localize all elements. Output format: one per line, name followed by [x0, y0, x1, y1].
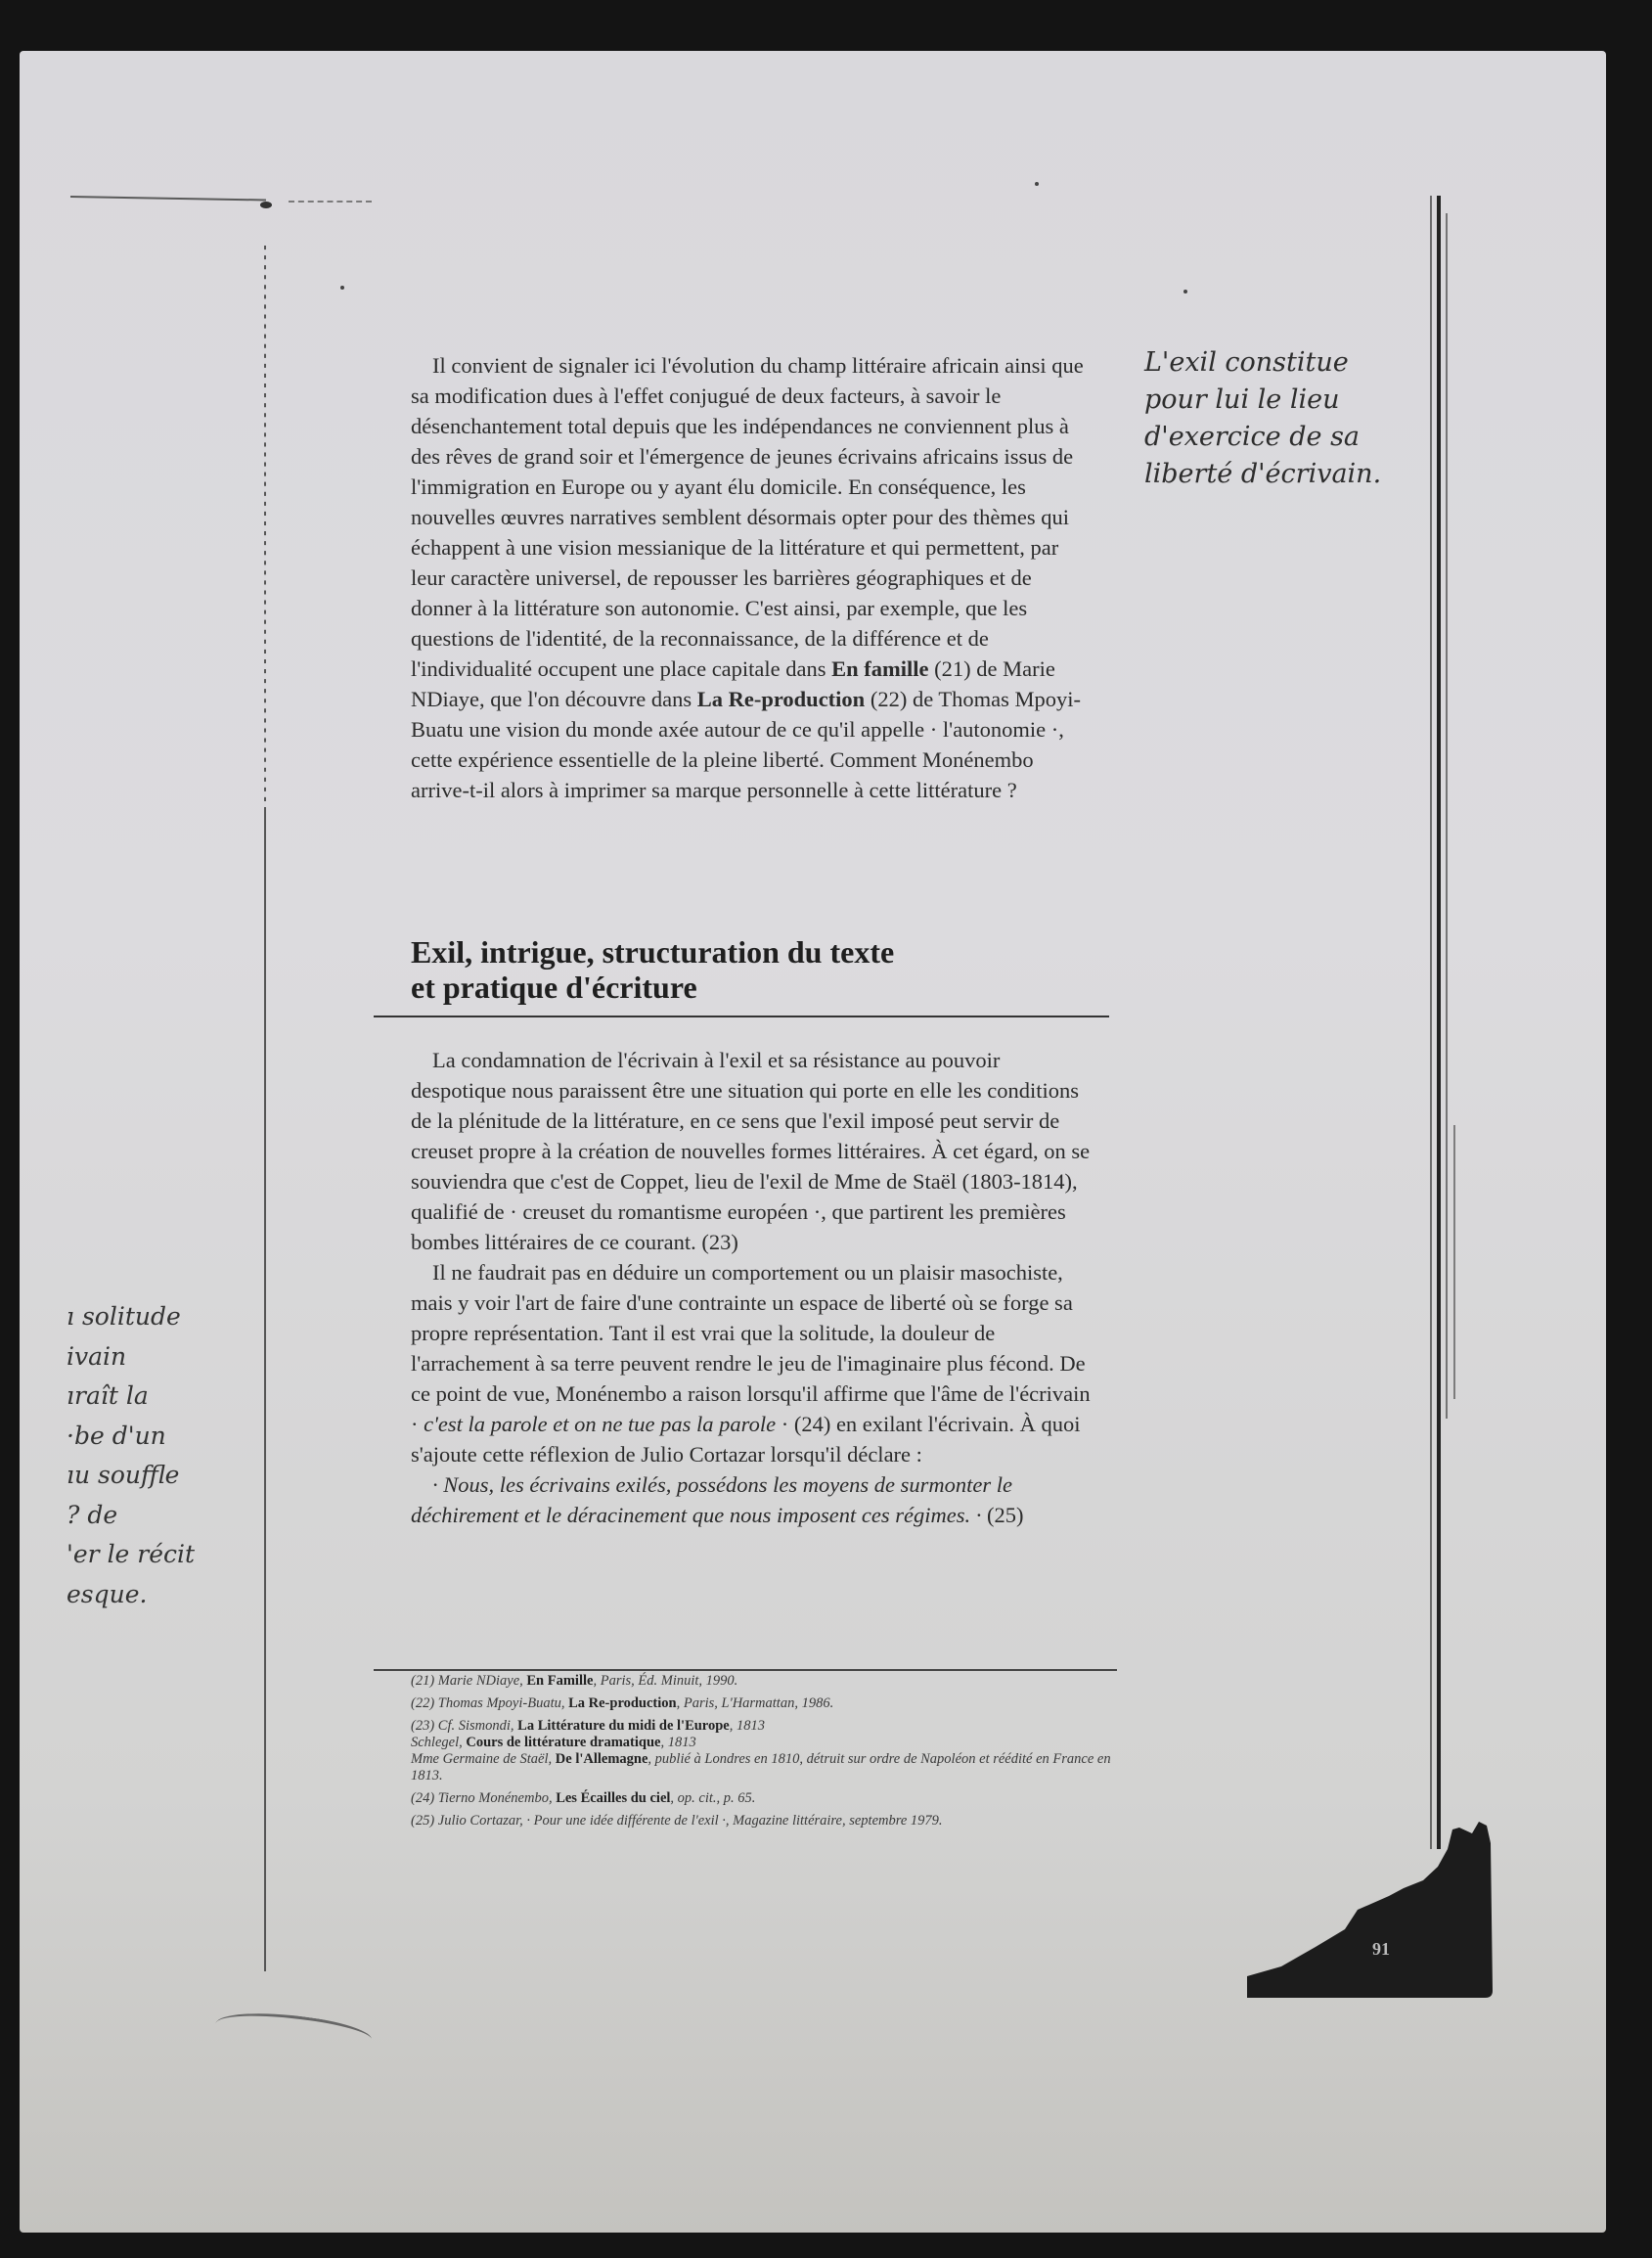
- footnote-23-line: Schlegel, Cours de littérature dramatique, 1813: [411, 1735, 696, 1750]
- paragraph-text: Il convient de signaler ici l'évolution du champ littéraire africain ainsi que sa modification dues à l'effet conjugué de deux facteurs, à savoir le désenchantement total depuis que les indépendances ne conviennent plus à des rêves de grand soir et l'émergence de jeunes écrivains africains issus de l'immigration en Europe ou y ayant élu domicile. En conséquence, les nouvelles œuvres narratives semblent désormais opter pour des thèmes qui échappent à une vision messianique de la littérature et qui permettent, par leur caractère universel, de repousser les barrières géographiques et de donner à la littérature son autonomie. C'est ainsi, par exemple, que les questions de l'identité, de la reconnaissance, de la différence et de l'individualité occupent une place capitale dans: [411, 353, 1084, 681]
- footnote-23-line: (23) Cf. Sismondi, La Littérature du midi de l'Europe, 1813: [411, 1718, 765, 1734]
- pull-quote-left-cropped: [67, 1297, 223, 1614]
- book-title: En famille: [831, 656, 929, 681]
- left-margin-rule-dashes: [264, 240, 266, 807]
- heading-line: Exil, intrigue, structuration du texte: [411, 934, 895, 970]
- pull-quote-line: ı solitude: [67, 1302, 181, 1331]
- inline-quote: c'est la parole et on ne tue pas la parole: [424, 1412, 777, 1436]
- heading-line: et pratique d'écriture: [411, 970, 697, 1005]
- pull-quote-line: ivain: [67, 1341, 127, 1371]
- footnote-separator: [374, 1669, 1117, 1671]
- pull-quote-line: d'exercice de sa: [1144, 422, 1361, 452]
- footnote-25: (25) Julio Cortazar, · Pour une idée différente de l'exil ·, Magazine littéraire, septembre 1979.: [411, 1813, 943, 1829]
- pull-quote-line: L'exil constitue: [1144, 347, 1349, 378]
- paragraph-text: (22) de Thomas Mpoyi-Buatu une vision du monde axée autour de ce qu'il appelle · l'autonomie ·, cette expérience essentielle de la pleine liberté. Comment Monénembo arrive-t-il alors à imprimer sa marque personnelle à cette littérature ?: [411, 687, 1082, 802]
- blockquote-cortazar: [411, 1469, 1095, 1530]
- footnotes: [411, 1673, 1115, 1835]
- print-speck: [1035, 182, 1039, 186]
- pull-quote-line: ·be d'un: [67, 1421, 166, 1450]
- body-column-intro: [411, 350, 1095, 805]
- right-decorative-bars: [1430, 196, 1469, 1849]
- print-speck: [340, 286, 344, 290]
- footnote-24: (24) Tierno Monénembo, Les Écailles du ciel, op. cit., p. 65.: [411, 1790, 756, 1806]
- pull-quote-line: liberté d'écrivain.: [1144, 459, 1382, 489]
- print-speck: [1183, 290, 1187, 294]
- paragraph-masochism: [411, 1257, 1095, 1469]
- paragraph-text: · (24) en exilant l'écrivain. À quoi s'ajoute cette réflexion de Julio Cortazar lorsqu'il déclare :: [411, 1412, 1081, 1467]
- footnote-22: (22) Thomas Mpoyi-Buatu, La Re-production, Paris, L'Harmattan, 1986.: [411, 1695, 834, 1711]
- pull-quote-line: pour lui le lieu: [1144, 384, 1340, 415]
- pull-quote-line: 'er le récit: [67, 1540, 196, 1568]
- pull-quote-line: ? de: [67, 1500, 118, 1529]
- footnote-23: [411, 1718, 1115, 1784]
- pull-quote-right: [1144, 344, 1399, 493]
- body-column-section: [411, 1045, 1095, 1530]
- paragraph-intro: [411, 350, 1095, 805]
- page-corner-ornament: [1242, 1820, 1496, 1998]
- heading-underline: [374, 1016, 1109, 1017]
- section-heading: [411, 934, 1095, 1005]
- pull-quote-line: ıraît la: [67, 1381, 149, 1410]
- pull-quote-line: esque.: [67, 1579, 148, 1608]
- footnote-23-line: Mme Germaine de Staël, De l'Allemagne, publié à Londres en 1810, détruit sur ordre de Napoléon et réédité en France en 1813.: [411, 1751, 1111, 1784]
- paragraph-exile: La condamnation de l'écrivain à l'exil et sa résistance au pouvoir despotique nous paraissent être une situation qui porte en elle les conditions de la plénitude de la littérature, en ce sens que l'exil imposé peut servir de creuset propre à la création de nouvelles formes littéraires. À cet égard, on se souviendra que c'est de Coppet, lieu de l'exil de Mme de Staël (1803-1814), qualifié de · creuset du romantisme européen ·, que partirent les premières bombes littéraires de ce courant. (23): [411, 1048, 1091, 1254]
- footnote-21: (21) Marie NDiaye, En Famille, Paris, Éd. Minuit, 1990.: [411, 1673, 738, 1689]
- paragraph-text: Il ne faudrait pas en déduire un comportement ou un plaisir masochiste, mais y voir l'art de faire d'une contrainte un espace de liberté où se forge sa propre représentation. Tant il est vrai que la solitude, la douleur de l'arrachement à sa terre peuvent rendre le jeu de l'imaginaire plus fécond. De ce point de vue, Monénembo a raison lorsqu'il affirme que l'âme de l'écrivain ·: [411, 1260, 1091, 1436]
- footnote-ref: (25): [981, 1503, 1024, 1527]
- top-dashed-rule: [289, 201, 372, 203]
- book-title: La Re-production: [696, 687, 866, 711]
- page-number: 91: [1372, 1939, 1390, 1959]
- blockquote-text: · Nous, les écrivains exilés, possédons les moyens de surmonter le déchirement et le déracinement que nous imposent ces régimes. ·: [411, 1472, 1013, 1527]
- pull-quote-line: ıu souffle: [67, 1461, 180, 1489]
- paragraph-text: (21) de Marie NDiaye, que l'on découvre dans: [411, 656, 1055, 711]
- rule-node-ornament: [260, 202, 272, 208]
